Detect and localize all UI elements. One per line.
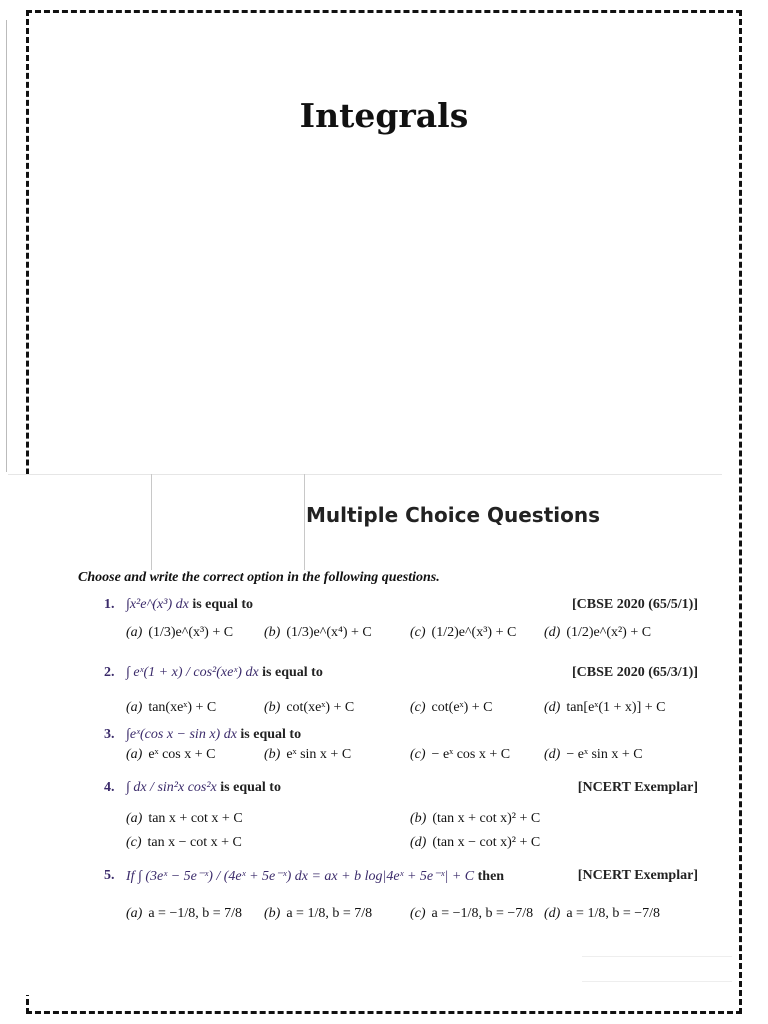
option-c	[410, 700, 492, 716]
option-text: (tan x − cot x)² + C	[432, 835, 541, 850]
option-label: (a)	[126, 906, 143, 921]
question-stem	[126, 780, 281, 796]
option-label: (c)	[410, 625, 426, 640]
option-label: (c)	[126, 835, 142, 850]
option-b	[264, 906, 372, 922]
question-stem	[126, 665, 323, 681]
scan-divider-right	[304, 474, 305, 570]
option-label: (a)	[126, 811, 143, 826]
option-text: − eˣ cos x + C	[431, 747, 511, 762]
question-number: 2.	[104, 665, 115, 680]
option-text: (1/2)e^(x³) + C	[431, 625, 517, 640]
option-text: eˣ cos x + C	[148, 747, 216, 762]
option-text: tan[eˣ(1 + x)] + C	[566, 700, 666, 715]
question-number: 5.	[104, 868, 115, 883]
option-text: tan x + cot x + C	[148, 811, 243, 826]
option-c	[410, 747, 510, 763]
option-b	[264, 625, 372, 641]
question-expression: ∫ dx / sin²x cos²x	[126, 780, 217, 795]
option-label: (c)	[410, 700, 426, 715]
section-heading: Multiple Choice Questions	[306, 503, 601, 527]
option-a	[126, 700, 216, 716]
option-text: cot(xeˣ) + C	[286, 700, 355, 715]
option-text: a = 1/8, b = 7/8	[286, 906, 373, 921]
question-expression: ∫eˣ(cos x − sin x) dx	[126, 727, 237, 742]
option-label: (d)	[544, 747, 561, 762]
question-suffix: then	[477, 869, 505, 884]
question-number: 4.	[104, 780, 115, 795]
question-suffix: is equal to	[220, 780, 281, 795]
question-source: [NCERT Exemplar]	[577, 868, 698, 883]
option-text: a = −1/8, b = 7/8	[148, 906, 243, 921]
page-title: Integrals	[299, 96, 469, 135]
option-text: tan(xeˣ) + C	[148, 700, 217, 715]
option-b	[264, 747, 351, 763]
option-text: (1/2)e^(x²) + C	[566, 625, 652, 640]
option-a	[126, 906, 242, 922]
option-text: cot(eˣ) + C	[431, 700, 493, 715]
option-label: (b)	[264, 700, 281, 715]
option-b	[410, 811, 540, 827]
option-label: (a)	[126, 700, 143, 715]
question-source: [CBSE 2020 (65/3/1)]	[572, 665, 698, 680]
option-label: (d)	[410, 835, 427, 850]
question-suffix: is equal to	[192, 597, 254, 612]
option-label: (b)	[264, 906, 281, 921]
question-suffix: is equal to	[262, 665, 323, 680]
question-stem	[126, 727, 301, 743]
left-margin-rule	[6, 20, 7, 472]
instruction-text: Choose and write the correct option in the following questions.	[78, 570, 440, 585]
option-text: (1/3)e^(x⁴) + C	[286, 625, 372, 640]
question-number: 3.	[104, 727, 115, 742]
option-d	[544, 700, 665, 716]
option-label: (b)	[410, 811, 427, 826]
option-text: a = −1/8, b = −7/8	[431, 906, 534, 921]
option-b	[264, 700, 354, 716]
option-d	[544, 747, 643, 763]
question-expression: ∫x²e^(x³) dx	[126, 597, 189, 612]
option-text: eˣ sin x + C	[286, 747, 352, 762]
option-label: (a)	[126, 625, 143, 640]
option-d	[544, 625, 651, 641]
option-label: (d)	[544, 625, 561, 640]
option-label: (d)	[544, 906, 561, 921]
question-source: [NCERT Exemplar]	[577, 780, 698, 795]
option-text: − eˣ sin x + C	[566, 747, 643, 762]
option-c	[126, 835, 242, 851]
option-label: (a)	[126, 747, 143, 762]
option-label: (b)	[264, 625, 281, 640]
question-stem	[126, 597, 253, 613]
option-label: (b)	[264, 747, 281, 762]
option-text: tan x − cot x + C	[147, 835, 242, 850]
option-c	[410, 906, 533, 922]
question-number: 1.	[104, 597, 115, 612]
option-label: (c)	[410, 747, 426, 762]
option-a	[126, 747, 215, 763]
question-source: [CBSE 2020 (65/5/1)]	[572, 597, 698, 612]
scan-divider-left	[151, 474, 152, 570]
question-suffix: is equal to	[240, 727, 302, 742]
option-text: a = 1/8, b = −7/8	[566, 906, 661, 921]
option-text: (tan x + cot x)² + C	[432, 811, 541, 826]
option-a	[126, 811, 243, 827]
option-d	[410, 835, 540, 851]
option-label: (d)	[544, 700, 561, 715]
option-text: (1/3)e^(x³) + C	[148, 625, 234, 640]
question-expression: If ∫ (3eˣ − 5e⁻ˣ) / (4eˣ + 5e⁻ˣ) dx = ax + b log|4eˣ + 5e⁻ˣ| + C	[126, 869, 475, 884]
question-expression: ∫ eˣ(1 + x) / cos²(xeˣ) dx	[126, 665, 259, 680]
scan-footer-strip	[582, 956, 732, 982]
option-d	[544, 906, 660, 922]
question-stem	[126, 868, 504, 885]
option-a	[126, 625, 233, 641]
option-c	[410, 625, 516, 641]
option-label: (c)	[410, 906, 426, 921]
